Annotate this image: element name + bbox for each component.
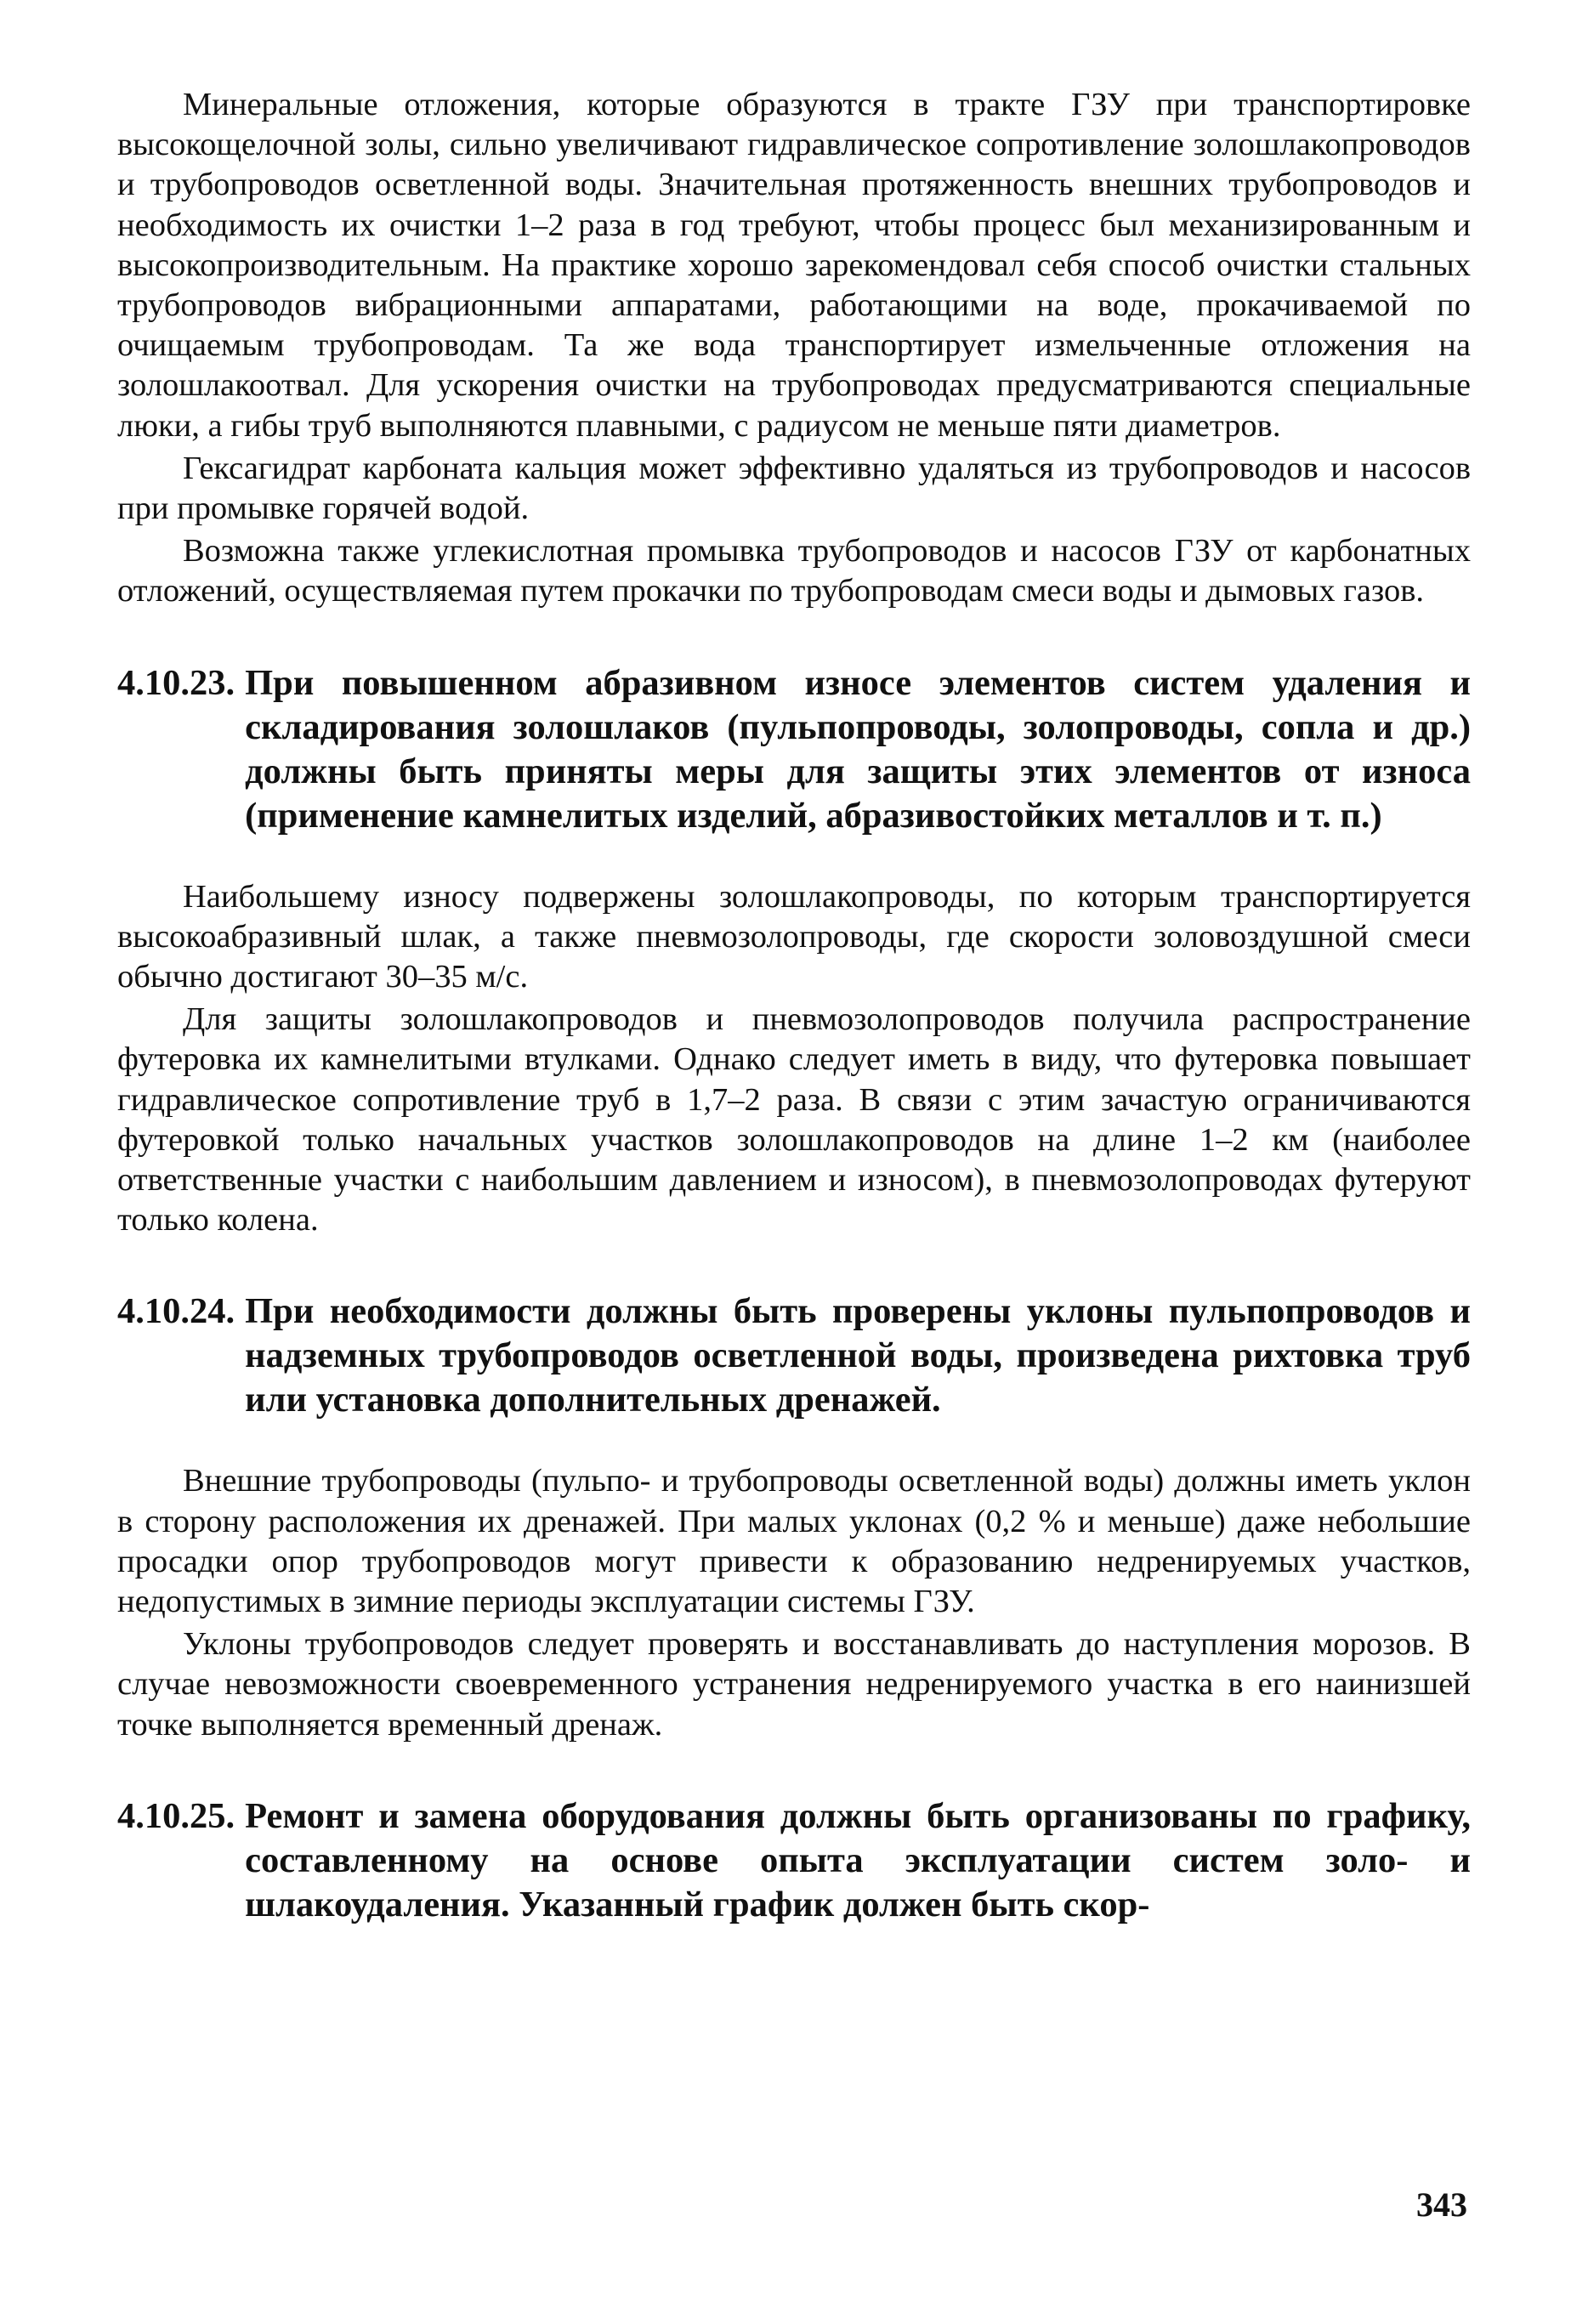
section-number: 4.10.25. bbox=[117, 1795, 235, 1836]
section-number: 4.10.24. bbox=[117, 1291, 235, 1332]
section-title: При необходимости должны быть проверены уклоны пульпопроводов и надземных трубопроводов осветленной воды, произведена рихтовка труб или установка дополнительных дренажей. bbox=[245, 1291, 1471, 1420]
section-number: 4.10.23. bbox=[117, 662, 235, 703]
section-4-10-24 bbox=[117, 1290, 1471, 1744]
intro-paragraph-2: Гексагидрат карбоната кальция может эффективно удаляться из трубопроводов и насосов при промывке горячей водой. bbox=[117, 450, 1471, 527]
page-number: 343 bbox=[1416, 2185, 1467, 2224]
section-4-10-25 bbox=[117, 1794, 1471, 1927]
section-paragraph-1: Наибольшему износу подвержены золошлакопроводы, по которым транспортируется высокоабразивный шлак, а также пневмозолопроводы, где скорости золовоздушной смеси обычно достигают 30–35 м/с. bbox=[117, 878, 1471, 995]
section-heading bbox=[117, 1794, 1471, 1927]
section-title: При повышенном абразивном износе элементов систем удаления и складирования золошлаков (пульпопроводы, золопроводы, сопла и др.) должны быть приняты меры для защиты этих элементов от износа (применение камнелитых изделий, абразивостойких металлов и т. п.) bbox=[245, 662, 1471, 836]
section-4-10-23 bbox=[117, 661, 1471, 1241]
intro-paragraph-3: Возможна также углекислотная промывка трубопроводов и насосов ГЗУ от карбонатных отложений, осуществляемая путем прокачки по трубопроводам смеси воды и дымовых газов. bbox=[117, 533, 1471, 609]
section-heading bbox=[117, 661, 1471, 838]
section-paragraph-1: Внешние трубопроводы (пульпо- и трубопроводы осветленной воды) должны иметь уклон в сторону расположения их дренажей. При малых уклонах (0,2 % и меньше) даже небольшие просадки опор трубопроводов могут привести к образованию недренируемых участков, недопустимых в зимние периоды эксплуатации системы ГЗУ. bbox=[117, 1463, 1471, 1620]
section-paragraph-2: Уклоны трубопроводов следует проверять и восстанавливать до наступления морозов. В случае невозможности своевременного устранения недренируемого участка в его наинизшей точке выполняется временный дренаж. bbox=[117, 1626, 1471, 1743]
section-title: Ремонт и замена оборудования должны быть организованы по графику, составленному на основе опыта эксплуатации систем золо- и шлакоудаления. Указанный график должен быть скор- bbox=[245, 1795, 1471, 1924]
intro-paragraph-1: Минеральные отложения, которые образуются в тракте ГЗУ при транспортировке высокощелочной золы, сильно увеличивают гидравлическое сопротивление золошлакопроводов и трубопроводов осветленной воды. Значительная протяженность внешних трубопроводов и необходимость их очистки 1–2 раза в год требуют, чтобы процесс был механизированным и высокопроизводительным. На практике хорошо зарекомендовал себя способ очистки стальных трубопроводов вибрационными аппаратами, работающими на воде, прокачиваемой по очищаемым трубопроводам. Та же вода транспортирует измельченные отложения на золошлакоотвал. Для ускорения очистки на трубопроводах предусматриваются специальные люки, а гибы труб выполняются плавными, с радиусом не меньше пяти диаметров. bbox=[117, 87, 1471, 444]
section-paragraph-2: Для защиты золошлакопроводов и пневмозолопроводов получила распространение футеровка их камнелитыми втулками. Однако следует иметь в виду, что футеровка повышает гидравлическое сопротивление труб в 1,7–2 раза. В связи с этим зачастую ограничиваются футеровкой только начальных участков золошлакопроводов на длине 1–2 км (наиболее ответственные участки с наибольшим давлением и износом), в пневмозолопроводах футеруют только колена. bbox=[117, 1001, 1471, 1239]
document-page bbox=[117, 85, 1471, 1966]
intro-block bbox=[117, 85, 1471, 612]
section-heading bbox=[117, 1290, 1471, 1422]
